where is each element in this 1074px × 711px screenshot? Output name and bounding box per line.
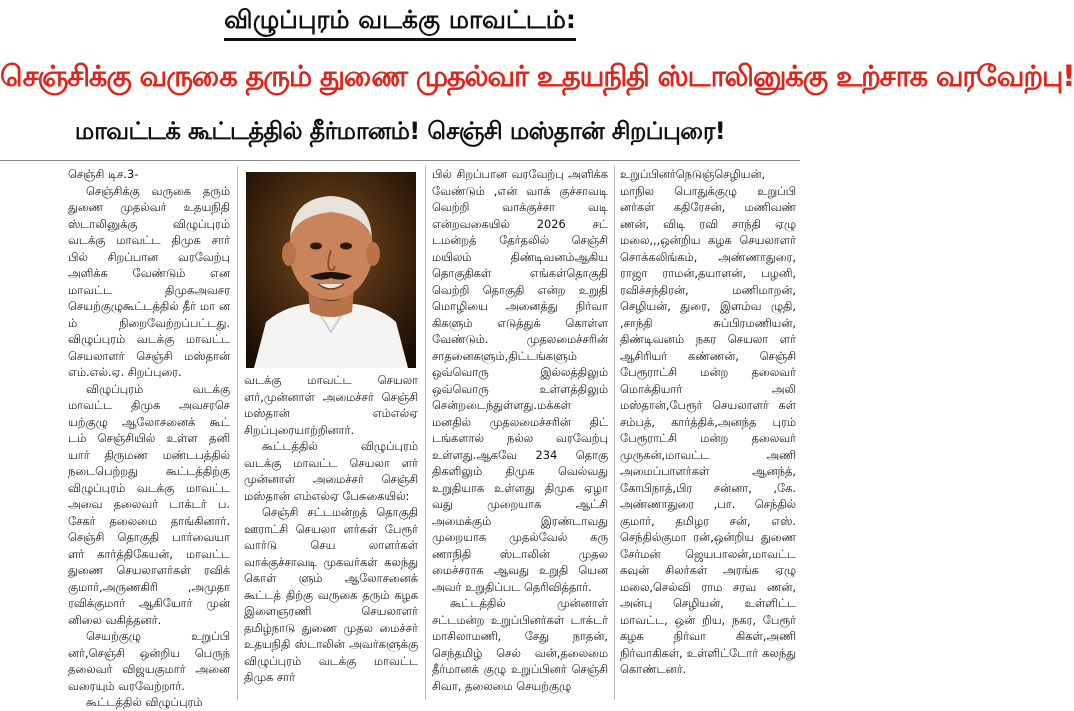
- paragraph: கூட்டத்தில் விழுப்புரம் வடக்கு மாவட்ட செயலா ளர் முன்னாள் அமைச்சர் செஞ்சி மஸ்தான் எம்எல்ஏ பேசுகையில்:: [244, 439, 418, 503]
- column-divider: [614, 166, 615, 700]
- article-column-3: [432, 166, 608, 700]
- headline: செஞ்சிக்கு வருகை தரும் துணை முதல்வர் உதயநிதி ஸ்டாலினுக்கு உற்சாக வரவேற்பு!: [0, 59, 1074, 93]
- paragraph: செஞ்சிக்கு வருகை தரும் துணை முதல்வர் உதயநிதி ஸ்டாலினுக்கு விழுப்புரம் வடக்கு மாவட்ட திமுக சார் பில் சிறப்பான வரவேற்பு அளிக்க வேண்டும் என மாவட்ட திமுகஅவசர செயற்குழுகூட்டத்தில் தீர் மா ன ம் நிறைவேற்றப்பட்டது. விழுப்புரம் வடக்கு மாவட்ட செயலாளர் செஞ்சி மஸ்தான் எம்.எல்.ஏ. சிறப்புரை.: [68, 183, 230, 379]
- paragraph: பில் சிறப்பான வரவேற்பு அளிக்க வேண்டும் ,என் வாக் குச்சாவடி வெற்றி வாக்குச்சா வடி என்றவகையில் 2026 சட் டமன்றத் தேர்தலில் செஞ்சி மயிலம் திண்டிவனம்ஆகிய தொகுதிகள் எங்கள்தொகுதி வெற்றி தொகுதி என்ற உறுதி மொழியை அனைத்து நிர்வா கிகளும் எடுத்துக் கொள்ள வேண்டும். முதலமைச்சரின் சாதனைகளும்,திட்டங்களும் ஒவ்வொரு இல்லத்திலும் ஒவ்வொரு உள்ளத்திலும் சென்றடைந்துள்ளது.மக்கள் மனதில் முதலமைச்சரின் திட் டங்களால் நல்ல வரவேற்பு உள்ளது.ஆகவே 234 தொகு திகளிலும் திமுக வெல்வது உறுதியாக உள்ளது திமுக ஏழா வது முறையாக ஆட்சி அமைக்கும் இரண்டாவது முறையாக முதல்வேல் கரு ணாநிதி ஸ்டாலின் முதல மைச்சராக ஆவது உறுதி யென அவர் உறுதிப்பட தெரிவித்தார்.: [432, 167, 608, 594]
- kicker-text: விழுப்புரம் வடக்கு மாவட்டம்:: [224, 2, 576, 41]
- paragraph: செஞ்சி சட்டமன்றத் தொகுதி ஊராட்சி செயலா ளர்கள் பேரூர் வார்டு செய லாளர்கள் வாக்குச்சாவடி முகவர்கள் கலந்து கொள் ளும் ஆலோசனைக் கூட்டத் திற்கு வருகை தரும் கழக இளைஞரணி செயலாளர் தமிழ்நாடு துணை முதல மைச்சர் உதயநிதி ஸ்டாலின் அவர்களுக்கு விழுப்புரம் வடக்கு மாவட்ட திமுக சார்: [244, 505, 418, 684]
- paragraph: விழுப்புரம் வடக்கு மாவட்ட திமுக அவசரசெ யற்குழு ஆலோசனைக் கூட் டம் செஞ்சியில் உள்ள தனி யார் திருமண மண்டபத்தில் நடைபெற்றது கூட்டத்திற்கு விழுப்புரம் வடக்கு மாவட்ட அவை தலைவர் டாக்டர் ப. சேகர் தலைமை தாங்கினார். செஞ்சி தொகுதி பார்வையா ளர் கார்த்திகேயன், மாவட்ட துணை செயலாளர்கள் ரவிக் குமார்,அருணகிரி ,அமுதா ரவிக்குமார் ஆகியோர் முன் னிலை வகித்தனர்.: [68, 381, 230, 627]
- article-column-4: [620, 166, 796, 700]
- kicker-heading: [0, 0, 800, 40]
- column-divider: [425, 166, 426, 700]
- paragraph: உறுப்பினர்நெடுஞ்செழியன், மாநில பொதுக்குழு உறுப்பி னர்கள் கதிரேசன், மணிவண் ணன், விடி ரவி சாந்தி ஏழு மலை,,,ஒன்றிய கழக செயலாளர் சொக்கலிங்கம், அண்ணாதுரை, ராஜா ராமன்,தயாளன், பழனி, ரவிச்சந்திரன், மணிமாறன், செழியன், துரை, இளம்வ ழுதி, ,சாந்தி சுப்பிரமணியன், திண்டிவனம் நகர செயலா ளர் ஆசிரியர் கண்ணன், செஞ்சி பேரூராட்சி மன்ற தலைவர் மொக்தியார் அலி மஸ்தான்,பேரூர் செயலாளர் கள் சம்பத், கார்த்திக்,அனந்த புரம் பேரூராட்சி மன்ற தலைவர் முருகன்,மாவட்ட அணி அமைப்பாளர்கள் ஆனந்த், கோபிநாத்,பிர சன்னா, ,கே. அண்ணாதுரை ,பா. செந்தில் குமார், தமிழர சன், எஸ். செந்தில்குமா ரன்,ஒன்றிய துணை சேர்மன் ஜெயபாலன்,மாவட்ட கவுன் சிலர்கள் அரங்க ஏழு மலை,செல்வி ராம சரவ ணன், அன்பு செழியன், உள்ளிட்ட மாவட்ட, ஒன் றிய, நகர, பேரூர் கழக நிர்வா கிகள்,அணி நிர்வாகிகள், உள்ளிட்டோர் கலந்து கொண்டனர்.: [620, 167, 796, 676]
- column-divider: [237, 166, 238, 700]
- paragraph: வடக்கு மாவட்ட செயலா ளர்,முன்னாள் அமைச்சர் செஞ்சி மஸ்தான் எம்எல்ஏ சிறப்புரையாற்றினார்.: [244, 373, 418, 437]
- paragraph: கூட்டத்தில் விழுப்புரம்: [86, 695, 203, 709]
- article-column-2: [244, 166, 418, 700]
- article-column-1: [68, 166, 230, 709]
- paragraph: கூட்டத்தில் முன்னாள் சட்டமன்ற உறுப்பினர்கள் டாக்டர் மாசிலாமணி, சேது நாதன், செந்தமிழ் செல் வன்,தலைமை தீர்மானக் குழு உறுப்பினர் செஞ்சி சிவா, தலைமை செயற்குழு: [432, 596, 608, 693]
- dateline: செஞ்சி டிச.3-: [68, 167, 139, 181]
- paragraph: செயற்குழு உறுப்பி னர்,செஞ்சி ஒன்றிய பெருந் தலைவர் விஜயகுமார் அனை வரையும் வரவேற்றார்.: [68, 629, 230, 693]
- subheadline: மாவட்டக் கூட்டத்தில் தீர்மானம்! செஞ்சி மஸ்தான் சிறப்புரை!: [74, 117, 726, 145]
- header-divider: [0, 160, 800, 161]
- column-2-text: [244, 372, 418, 686]
